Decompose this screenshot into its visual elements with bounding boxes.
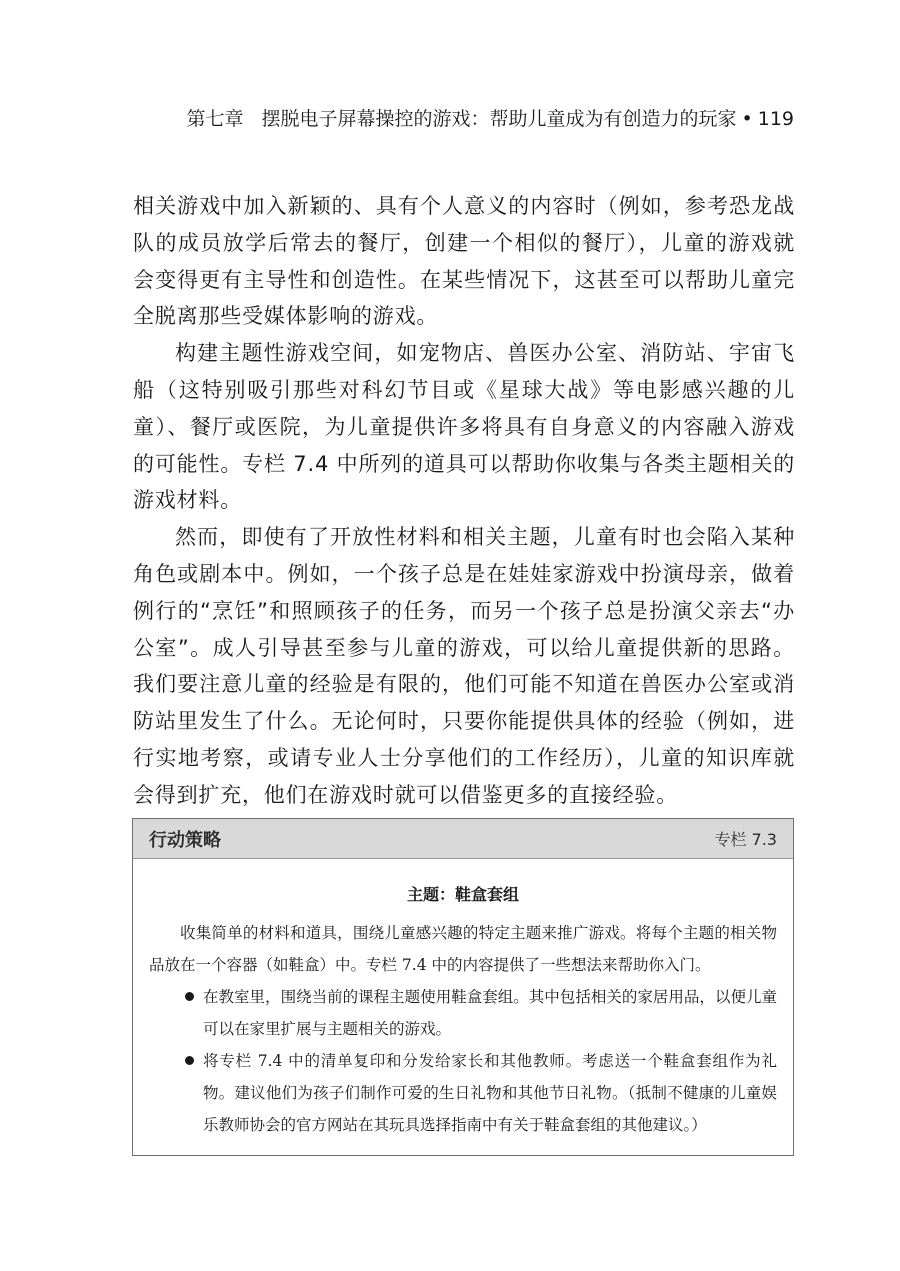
page-number: 119: [757, 108, 794, 130]
list-item: [149, 981, 777, 1045]
bullet-icon: [185, 1056, 194, 1065]
bullet-icon: [185, 992, 194, 1001]
sidebar-number: 专栏 7.3: [714, 830, 777, 849]
sidebar-intro: 收集简单的材料和道具，围绕儿童感兴趣的特定主题来推广游戏。将每个主题的相关物品放在一个容器（如鞋盒）中。专栏 7.4 中的内容提供了一些想法来帮助你入门。: [149, 924, 777, 974]
sidebar-label: 行动策略: [149, 829, 221, 851]
running-header: [186, 106, 794, 132]
sidebar-header: [133, 819, 793, 859]
sidebar-body: [133, 907, 793, 1141]
paragraph: 然而，即使有了开放性材料和相关主题，儿童有时也会陷入某种角色或剧本中。例如，一个孩子总是在娃娃家游戏中扮演母亲，做着例行的“烹饪”和照顾孩子的任务，而另一个孩子总是扮演父亲去“办公室”。成人引导甚至参与儿童的游戏，可以给儿童提供新的思路。我们要注意儿童的经验是有限的，他们可能不知道在兽医办公室或消防站里发生了什么。无论何时，只要你能提供具体的经验（例如，进行实地考察，或请专业人士分享他们的工作经历），儿童的知识库就会得到扩充，他们在游戏时就可以借鉴更多的直接经验。: [133, 525, 795, 807]
list-item-text: 在教室里，围绕当前的课程主题使用鞋盒套组。其中包括相关的家居用品，以便儿童可以在家里扩展与主题相关的游戏。: [203, 988, 777, 1038]
header-separator: •: [741, 108, 753, 130]
bullet-list: [149, 981, 777, 1141]
body-text: [133, 188, 795, 814]
sidebar-box: [132, 818, 794, 1156]
list-item: [149, 1045, 777, 1141]
chapter-label: 第七章: [186, 108, 244, 130]
paragraph: 构建主题性游戏空间，如宠物店、兽医办公室、消防站、宇宙飞船（这特别吸引那些对科幻节目或《星球大战》等电影感兴趣的儿童）、餐厅或医院，为儿童提供许多将具有自身意义的内容融入游戏的可能性。专栏 7.4 中所列的道具可以帮助你收集与各类主题相关的游戏材料。: [133, 341, 795, 513]
chapter-title: 摆脱电子屏幕操控的游戏：帮助儿童成为有创造力的玩家: [261, 108, 737, 130]
paragraph: 相关游戏中加入新颖的、具有个人意义的内容时（例如，参考恐龙战队的成员放学后常去的餐厅，创建一个相似的餐厅），儿童的游戏就会变得更有主导性和创造性。在某些情况下，这甚至可以帮助儿童完全脱离那些受媒体影响的游戏。: [133, 194, 795, 329]
sidebar-title: 主题：鞋盒套组: [406, 885, 519, 904]
list-item-text: 将专栏 7.4 中的清单复印和分发给家长和其他教师。考虑送一个鞋盒套组作为礼物。建议他们为孩子们制作可爱的生日礼物和其他节日礼物。（抵制不健康的儿童娱乐教师协会的官方网站在其玩具选择指南中有关于鞋盒套组的其他建议。）: [203, 1052, 777, 1134]
